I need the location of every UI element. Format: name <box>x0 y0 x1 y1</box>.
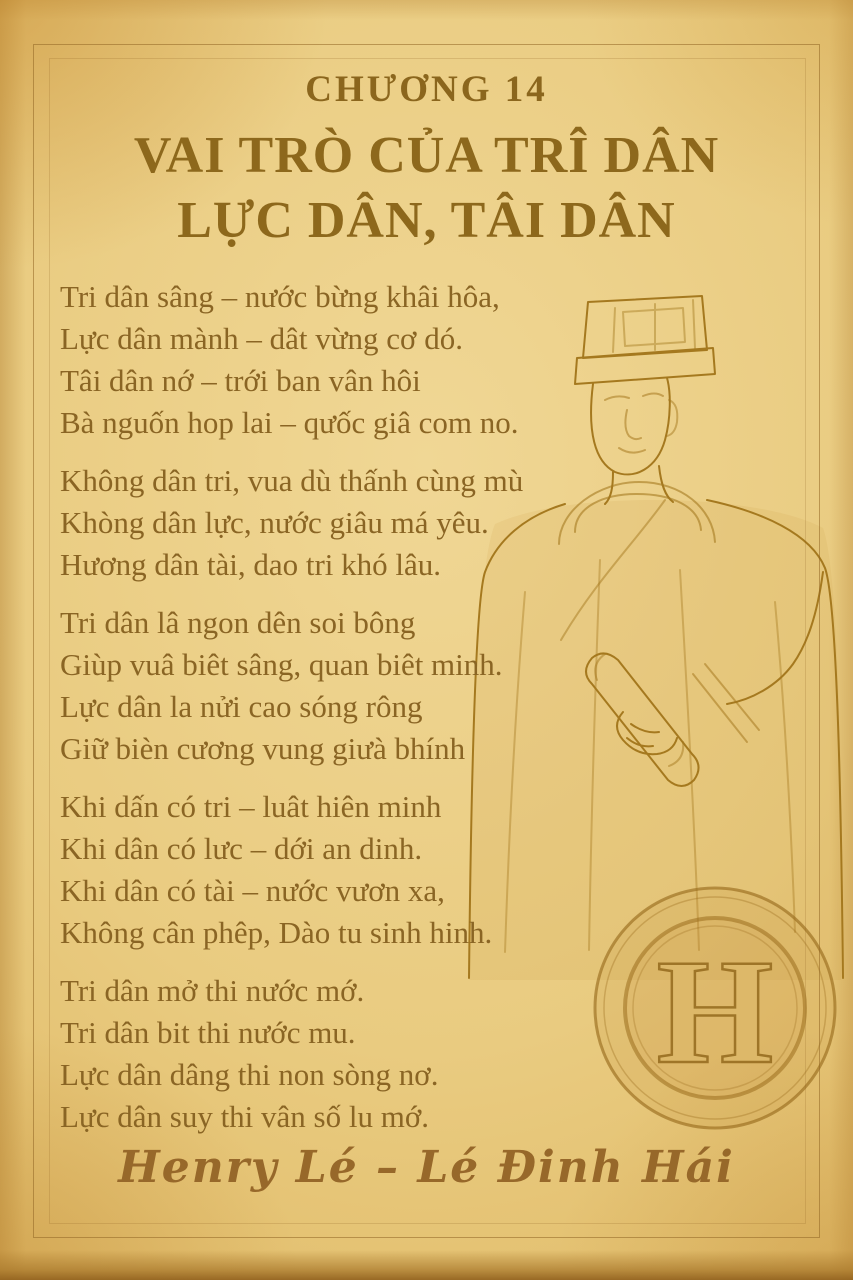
poem-line: Khi dấn có tri – luât hiên minh <box>60 789 442 824</box>
poem-line: Lực dân la nửi cao sóng rông <box>60 689 423 724</box>
hat-crown <box>583 296 707 358</box>
poem-line: Lực dân dâng thi non sòng nơ. <box>60 1057 439 1092</box>
seal-emblem <box>580 878 850 1140</box>
poem-line: Tri dân sâng – nước bừng khâi hôa, <box>60 279 500 314</box>
poem-line: Khòng dân lực, nước giâu má yêu. <box>60 505 489 540</box>
poem-line: Lực dân mành – dât vừng cơ dó. <box>60 321 463 356</box>
poem-stanza-5 <box>60 970 523 1138</box>
poem-line: Không dân tri, vua dù thấnh cùng mù <box>60 463 524 498</box>
page-title-line1: VAI TRÒ CỦA TRÎ DÂN <box>133 127 720 184</box>
poem-line: Lực dân suy thi vân số lu mớ. <box>60 1099 429 1134</box>
poem-line: Khi dân có lưc – dới an dinh. <box>60 831 423 866</box>
poem-line: Khi dân có tài – nước vươn xa, <box>60 873 445 908</box>
page-title-line2: LỰC DÂN, TÂI DÂN <box>177 192 676 249</box>
poem-line: Tri dân mở thi nước mớ. <box>60 973 365 1008</box>
poem-line: Tri dân bit thi nước mu. <box>60 1015 356 1050</box>
poem-line: Không cân phêp, Dào tu sinh hinh. <box>60 915 493 950</box>
poem-line: Tri dân lâ ngon dên soi bông <box>60 605 416 640</box>
poem-line: Giữ bièn cương vung giưà bhính <box>60 731 466 766</box>
poem <box>60 276 523 1154</box>
title-block <box>0 68 853 253</box>
poem-stanza-2 <box>60 460 523 586</box>
poem-line: Tâi dân nớ – trới ban vân hôi <box>60 363 421 398</box>
hat-panel-lines <box>613 300 695 352</box>
face-outline <box>591 378 670 474</box>
author-signature: Henry Lé – Lé Đinh Hái <box>118 1142 735 1193</box>
poem-stanza-1 <box>60 276 523 444</box>
poem-line: Giùp vuâ biêt sâng, quan biêt minh. <box>60 647 503 682</box>
face-features <box>605 394 663 453</box>
poem-line: Hương dân tài, dao tri khó lâu. <box>60 547 442 582</box>
chapter-label: CHƯƠNG 14 <box>305 69 548 110</box>
poem-line: Bà nguốn hop lai – qưốc giâ com no. <box>60 405 519 440</box>
hat-band <box>575 348 715 384</box>
poem-stanza-4 <box>60 786 523 954</box>
poem-stanza-3 <box>60 602 523 770</box>
seal-letter: H <box>656 929 774 1095</box>
